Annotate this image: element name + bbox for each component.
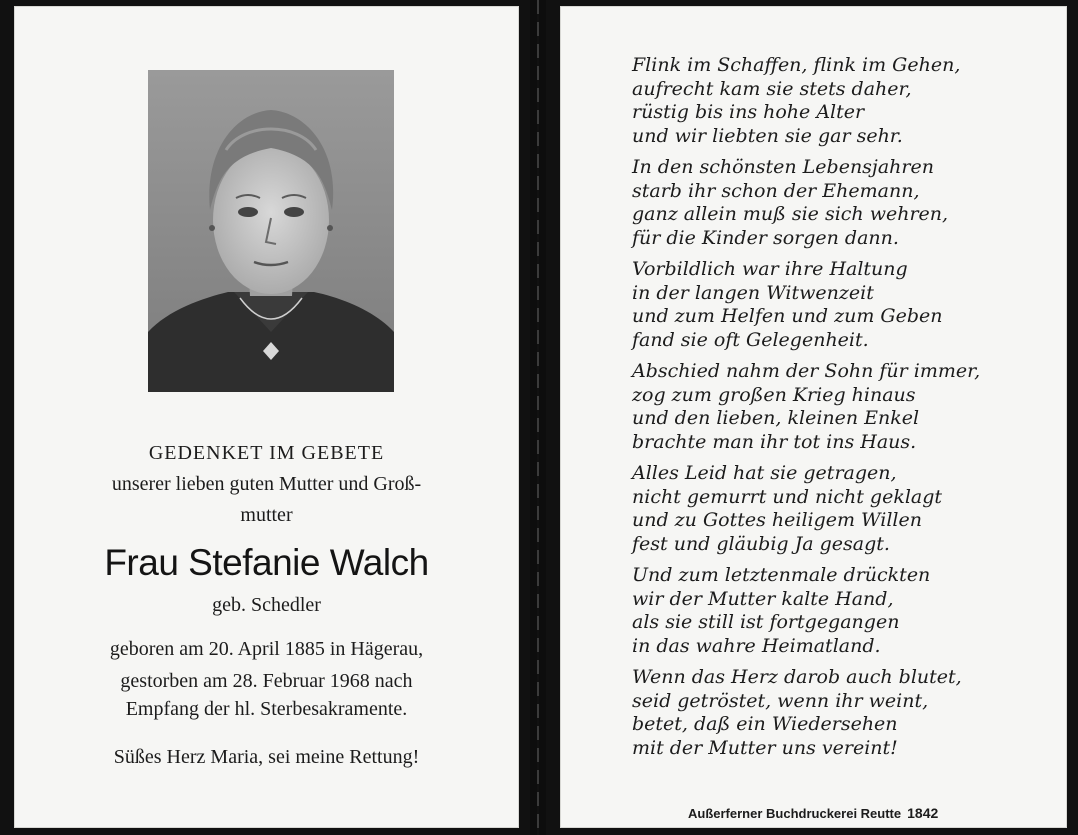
verse-line: in das wahre Heimatland. [632, 634, 881, 657]
poem [632, 54, 1052, 768]
deceased-name: Frau Stefanie Walch [104, 542, 429, 583]
verse-line: in der langen Witwenzeit [632, 281, 874, 304]
verse-line: und zum Helfen und zum Geben [632, 305, 943, 327]
stanza [632, 462, 1052, 556]
sacrament-line: Empfang der hl. Sterbesakramente. [125, 698, 408, 720]
stanza [632, 564, 1052, 658]
verse-line: mit der Mutter uns vereint! [632, 736, 898, 759]
verse-line: fest und gläubig Ja gesagt. [632, 532, 890, 555]
birth-line: geboren am 20. April 1885 in Hägerau, [109, 638, 424, 660]
stanza [632, 258, 1052, 352]
verse-line: Vorbildlich war ihre Haltung [632, 258, 908, 280]
dedication-line: mutter [240, 504, 293, 526]
portrait-illustration [148, 70, 394, 392]
verse-line: Wenn das Herz darob auch blutet, [632, 666, 962, 688]
stanza [632, 666, 1052, 760]
verse-line: für die Kinder sorgen dann. [632, 226, 899, 249]
verse-line: fand sie oft Gelegenheit. [632, 328, 869, 351]
dedication-line: unserer lieben guten Mutter und Groß- [111, 473, 422, 495]
left-panel [14, 6, 519, 828]
verse-line: als sie still ist fortgegangen [632, 611, 900, 633]
verse-line: brachte man ihr tot ins Haus. [632, 430, 917, 453]
verse-line: und wir liebten sie gar sehr. [632, 124, 903, 147]
verse-line: Und zum letztenmale drückten [632, 564, 931, 586]
verse-line: Abschied nahm der Sohn für immer, [632, 360, 981, 382]
death-line: gestorben am 28. Februar 1968 nach [120, 670, 413, 692]
verse-line: Flink im Schaffen, flink im Gehen, [632, 54, 961, 76]
verse-line: und zu Gottes heiligem Willen [632, 509, 922, 531]
stanza [632, 360, 1052, 454]
stanza [632, 54, 1052, 148]
portrait-photo [148, 70, 394, 392]
card-fold [530, 0, 546, 835]
printer-name: Außerferner Buchdruckerei Reutte [688, 806, 902, 821]
stanza [632, 156, 1052, 250]
verse-line: aufrecht kam sie stets daher, [632, 77, 912, 100]
verse-line: starb ihr schon der Ehemann, [632, 179, 920, 202]
verse-line: und den lieben, kleinen Enkel [632, 407, 920, 429]
verse-line: rüstig bis ins hohe Alter [632, 101, 865, 123]
verse-line: wir der Mutter kalte Hand, [632, 587, 894, 610]
maiden-name: geb. Schedler [212, 594, 321, 616]
verse-line: zog zum großen Krieg hinaus [632, 383, 916, 406]
verse-line: nicht gemurrt und nicht geklagt [632, 485, 943, 508]
printer-number: 1842 [907, 805, 939, 821]
verse-line: betet, daß ein Wiedersehen [632, 713, 898, 735]
prayer-line: Süßes Herz Maria, sei meine Rettung! [113, 746, 420, 768]
verse-line: ganz allein muß sie sich wehren, [632, 203, 949, 225]
right-panel [560, 6, 1067, 828]
heading: GEDENKET IM GEBETE [148, 442, 385, 464]
verse-line: Alles Leid hat sie getragen, [632, 462, 897, 484]
printer-imprint [688, 805, 938, 821]
verse-line: In den schönsten Lebensjahren [632, 156, 934, 178]
verse-line: seid getröstet, wenn ihr weint, [632, 689, 929, 712]
